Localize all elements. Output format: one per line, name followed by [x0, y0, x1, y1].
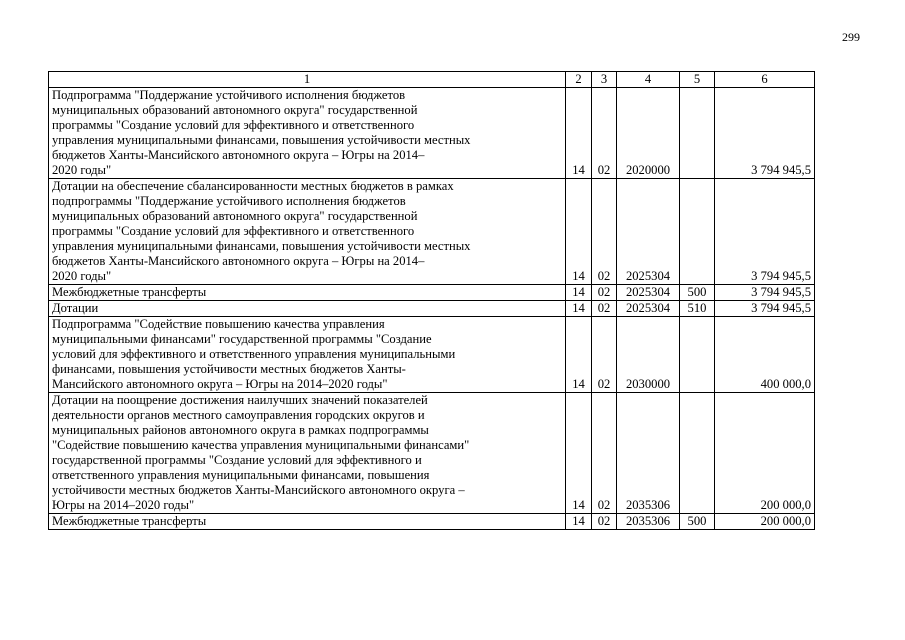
row-subsection-code: 02 — [592, 514, 617, 530]
row-amount: 200 000,0 — [715, 514, 815, 530]
row-expense-type: 500 — [680, 285, 715, 301]
row-section-code: 14 — [566, 88, 592, 179]
row-target-article: 2025304 — [617, 301, 680, 317]
row-description: Подпрограмма "Поддержание устойчивого исполнения бюджетов муниципальных образований автономного округа" государственной программы "Создание условий для эффективного и ответственного управления муниципальными финансами, повышения устойчивости местных бюджетов Ханты-Мансийского автономного округа – Югры на 2014– 2020 годы" — [49, 88, 566, 179]
budget-table — [48, 71, 815, 530]
row-section-code: 14 — [566, 317, 592, 393]
row-target-article: 2020000 — [617, 88, 680, 179]
row-expense-type — [680, 393, 715, 514]
row-section-code: 14 — [566, 393, 592, 514]
header-cell-3: 3 — [592, 72, 617, 88]
table-row — [49, 317, 815, 393]
row-subsection-code: 02 — [592, 301, 617, 317]
row-description: Межбюджетные трансферты — [49, 514, 566, 530]
row-description: Дотации на обеспечение сбалансированности местных бюджетов в рамках подпрограммы "Поддержание устойчивого исполнения бюджетов муниципальных образований автономного округа" государственной программы "Создание условий для эффективного и ответственного управления муниципальными финансами, повышения устойчивости местных бюджетов Ханты-Мансийского автономного округа – Югры на 2014– 2020 годы" — [49, 179, 566, 285]
row-subsection-code: 02 — [592, 285, 617, 301]
row-description: Подпрограмма "Содействие повышению качества управления муниципальными финансами" государственной программы "Создание условий для эффективного и ответственного управления муниципальными финансами, повышения устойчивости местных бюджетов Ханты- Мансийского автономного округа – Югры на 2014–2020 годы" — [49, 317, 566, 393]
row-description: Дотации на поощрение достижения наилучших значений показателей деятельности органов местного самоуправления городских округов и муниципальных районов автономного округа в рамках подпрограммы "Содействие повышению качества управления муниципальными финансами" государственной программы "Создание условий для эффективного и ответственного управления муниципальными финансами, повышения устойчивости местных бюджетов Ханты-Мансийского автономного округа – Югры на 2014–2020 годы" — [49, 393, 566, 514]
row-subsection-code: 02 — [592, 317, 617, 393]
row-amount: 3 794 945,5 — [715, 301, 815, 317]
header-cell-1: 1 — [49, 72, 566, 88]
row-section-code: 14 — [566, 301, 592, 317]
row-section-code: 14 — [566, 514, 592, 530]
row-expense-type — [680, 88, 715, 179]
header-cell-5: 5 — [680, 72, 715, 88]
row-expense-type: 510 — [680, 301, 715, 317]
table-row — [49, 88, 815, 179]
row-target-article: 2035306 — [617, 393, 680, 514]
row-subsection-code: 02 — [592, 88, 617, 179]
row-expense-type — [680, 317, 715, 393]
row-subsection-code: 02 — [592, 179, 617, 285]
table-row — [49, 285, 815, 301]
table-row — [49, 301, 815, 317]
row-amount: 3 794 945,5 — [715, 285, 815, 301]
header-cell-6: 6 — [715, 72, 815, 88]
row-target-article: 2035306 — [617, 514, 680, 530]
row-subsection-code: 02 — [592, 393, 617, 514]
table-row — [49, 393, 815, 514]
row-amount: 3 794 945,5 — [715, 88, 815, 179]
row-amount: 400 000,0 — [715, 317, 815, 393]
table-row — [49, 514, 815, 530]
row-description: Межбюджетные трансферты — [49, 285, 566, 301]
row-amount: 3 794 945,5 — [715, 179, 815, 285]
table-header-row — [49, 72, 815, 88]
row-expense-type: 500 — [680, 514, 715, 530]
row-section-code: 14 — [566, 285, 592, 301]
row-target-article: 2030000 — [617, 317, 680, 393]
row-target-article: 2025304 — [617, 285, 680, 301]
row-expense-type — [680, 179, 715, 285]
row-description: Дотации — [49, 301, 566, 317]
header-cell-2: 2 — [566, 72, 592, 88]
page-number: 299 — [842, 30, 860, 44]
header-cell-4: 4 — [617, 72, 680, 88]
row-section-code: 14 — [566, 179, 592, 285]
row-amount: 200 000,0 — [715, 393, 815, 514]
table-row — [49, 179, 815, 285]
row-target-article: 2025304 — [617, 179, 680, 285]
